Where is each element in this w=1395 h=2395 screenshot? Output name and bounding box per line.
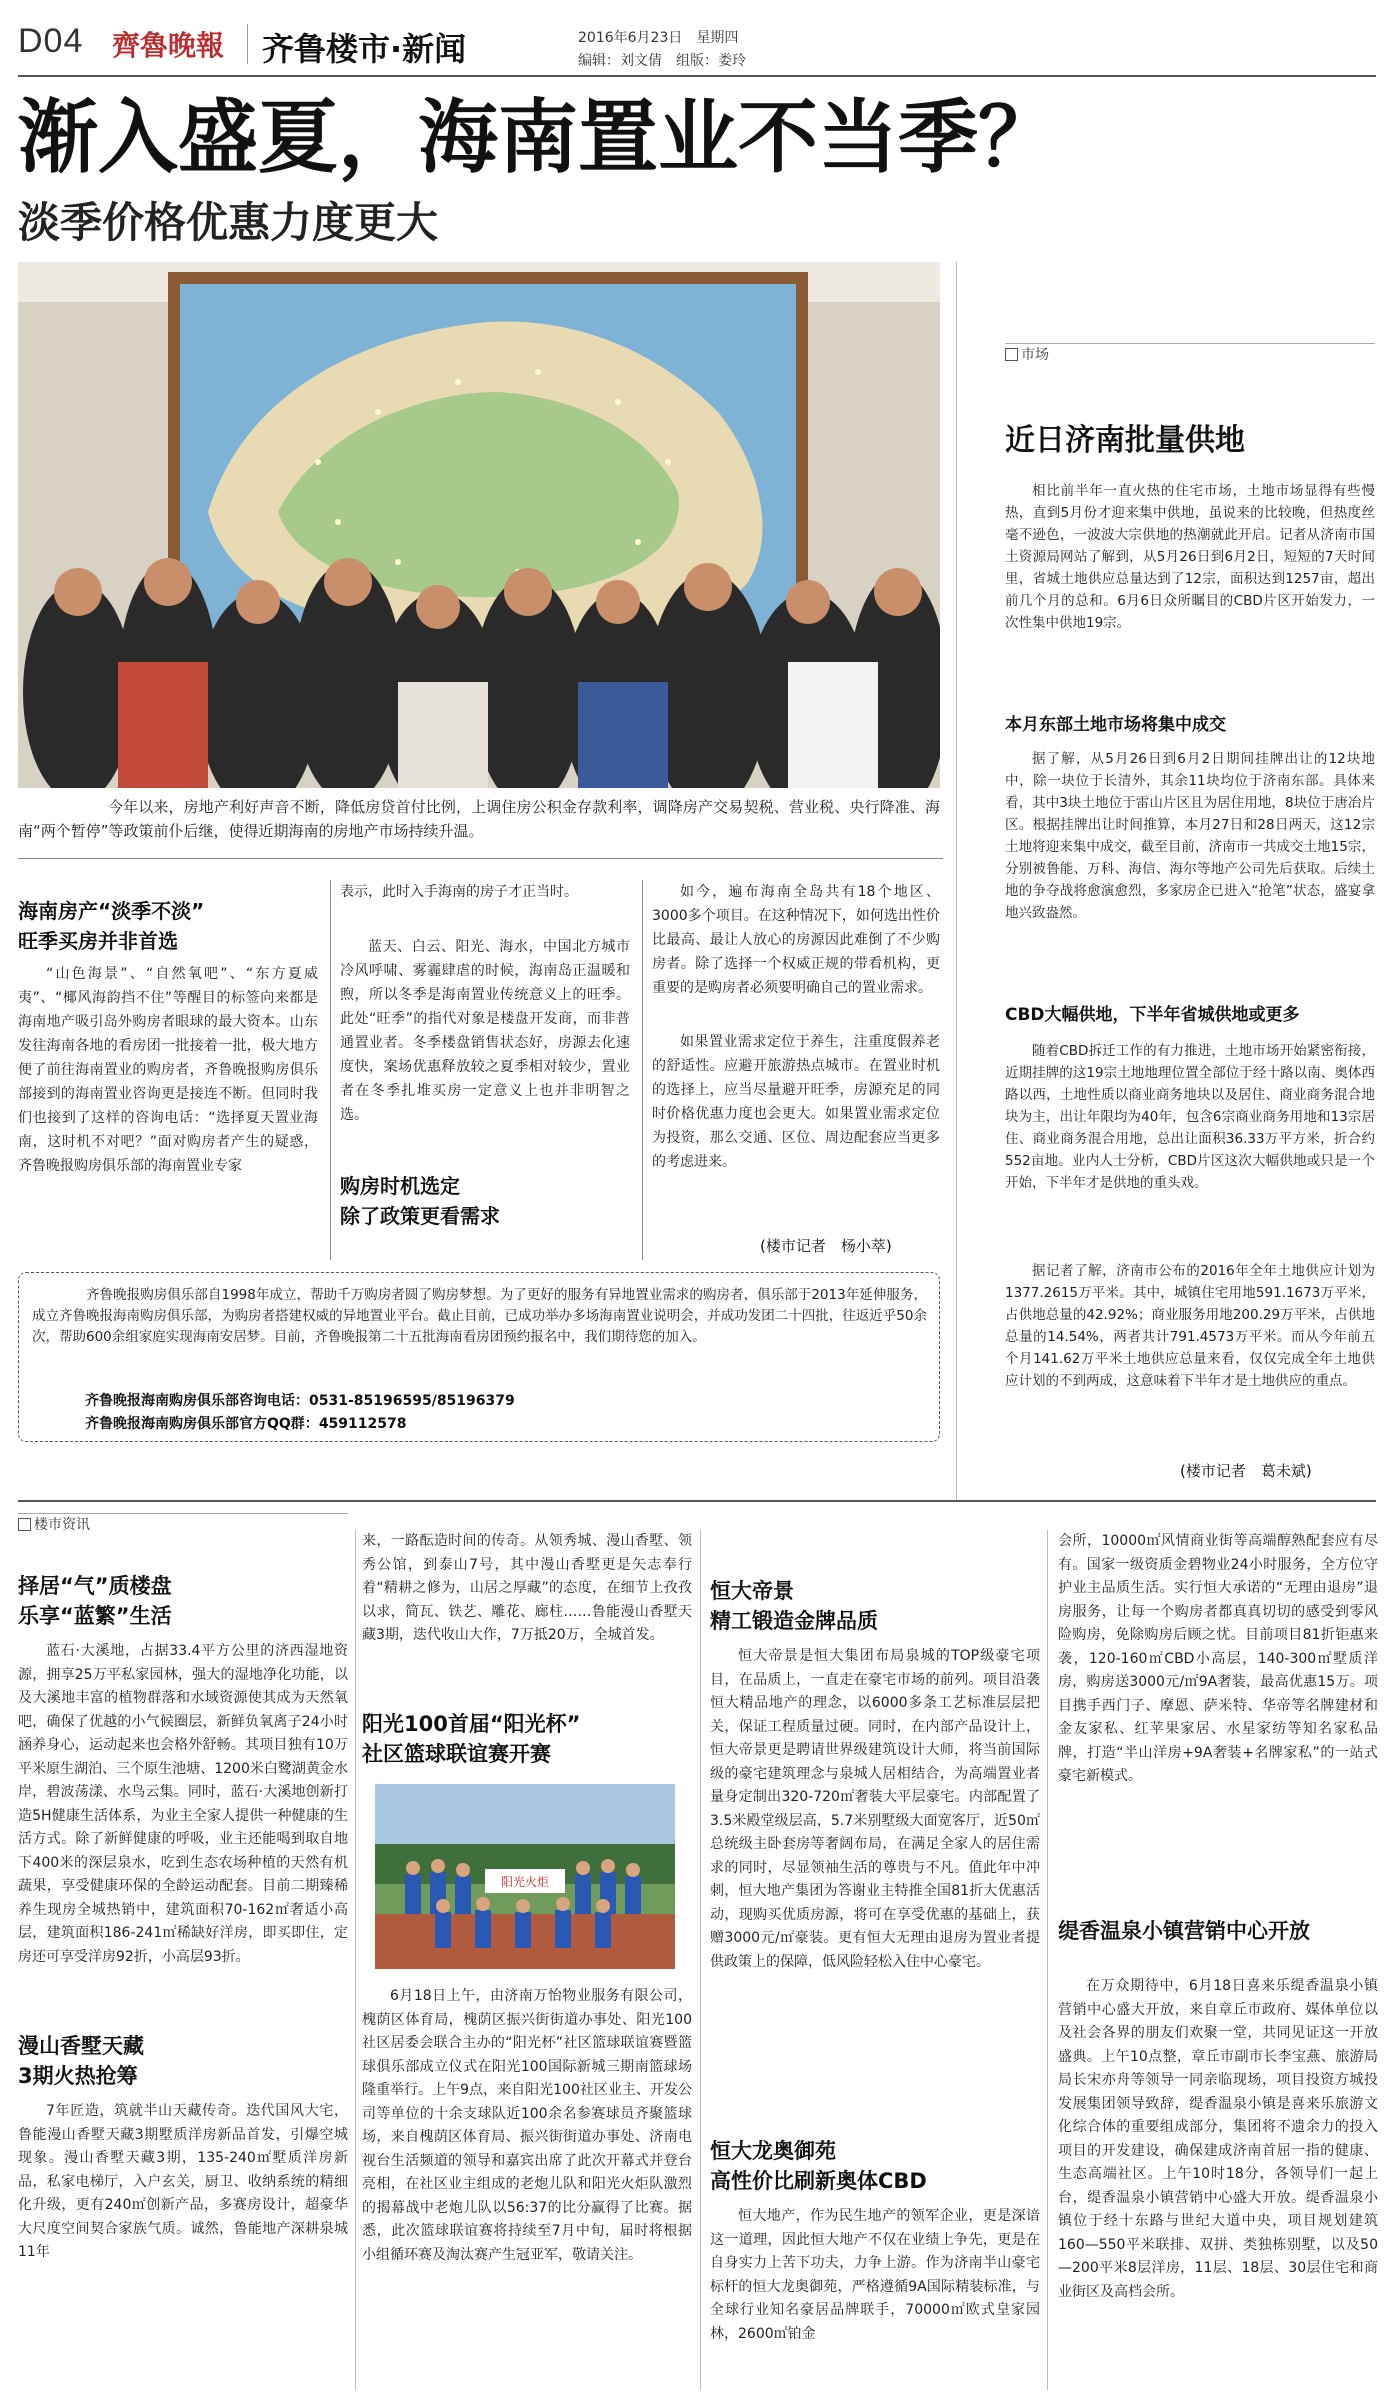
info-a2-title: 漫山香墅天藏 bbox=[18, 2034, 144, 2058]
info-a3-title2: 社区篮球联谊赛开赛 bbox=[362, 1742, 551, 1766]
club-qq-label: 齐鲁晚报海南购房俱乐部官方QQ群： bbox=[85, 1416, 319, 1432]
basketball-photo bbox=[375, 1784, 675, 1969]
info-a6-para: 在万众期待中，6月18日喜来乐缇香温泉小镇营销中心盛大开放，来自章丘市政府、媒体单位以及社会各界的朋友们欢聚一堂，共同见证这一开放盛典。上午10点整，章丘市副市长李宝燕、旅游局局长宋亦舟等领导一同亲临现场，项目投资方城投发展集团领导致辞，缇香温泉小镇是喜来乐旅游文化综合体的重要组成部分，集团将不遗余力的投入项目的开发建设，确保建成济南首屈一指的健康、生态高端社区。上午10时18分，各领导们一起上台，缇香温泉小镇营销中心盛大开放。缇香温泉小镇位于经十东路与世纪大道中央，项目规划建筑160—550平米联排、双拼、类独栋别墅，以及50—200平米8层洋房，11层、18层、30层住宅和商业街区及高档会所。 bbox=[1058, 1978, 1378, 2300]
info-a5-title: 恒大龙奥御苑 bbox=[710, 2139, 836, 2163]
hero-photo bbox=[18, 262, 940, 788]
info-a3-title: 阳光100首届“阳光杯” bbox=[362, 1712, 581, 1736]
info-a5-para: 恒大地产，作为民生地产的领军企业，更是深谙这一道理，因此恒大地产不仅在业绩上争先，更是在自身实力上苦下功夫，力争上游。作为济南半山豪宅标杆的恒大龙奥御苑，严格遵循9A国际精装标准，与全球行业知名豪居品牌联手，70000㎡欧式皇家园林，2600㎡铂金 bbox=[710, 2208, 1040, 2342]
market-title: 近日济南批量供地 bbox=[1005, 423, 1245, 458]
main-title: 渐入盛夏，海南置业不当季？ bbox=[18, 91, 1058, 184]
issue-date: 2016年6月23日 星期四 bbox=[578, 30, 739, 46]
article-heading-2: 购房时机选定 bbox=[340, 1174, 460, 1198]
info-a4-title: 恒大帝景 bbox=[710, 1579, 794, 1603]
info-a3-para: 6月18日上午，由济南万怡物业服务有限公司，槐荫区体育局，槐荫区振兴街街道办事处、阳光100社区居委会联合主办的“阳光杯”社区篮球联谊赛暨篮球俱乐部成立仪式在阳光100国际新城三期南篮球场隆重举行。上午9点，来自阳光100社区业主、开发公司等单位的十余支球队近100余名参赛球员齐聚篮球场，来自槐荫区体育局、振兴街街道办事处、济南电视台生活频道的领导和嘉宾出席了此次开幕式并登台亮相，在社区业主组成的老炮儿队和阳光火炬队激烈的揭幕战中老炮儿队以56:37的比分赢得了比赛。据悉，此次篮球联谊赛将持续至7月中旬，届时将根据小组循环赛及淘汰赛产生冠亚军，敬请关注。 bbox=[362, 1988, 692, 2263]
page-number: D04 bbox=[18, 22, 84, 60]
photo-caption: 今年以来，房地产利好声音不断，降低房贷首付比例，上调住房公积金存款利率，调降房产交易契税、营业税、央行降准、海南“两个暂停”等政策前仆后继，使得近期海南的房地产市场持续升温。 bbox=[18, 798, 940, 840]
market-tag: 市场 bbox=[1005, 343, 1375, 363]
club-qq: 459112578 bbox=[318, 1416, 407, 1432]
info-a6-title: 缇香温泉小镇营销中心开放 bbox=[1058, 1919, 1310, 1943]
market-para-3: 随着CBD拆迁工作的有力推进，土地市场开始紧密衔接，近期挂牌的这19宗土地地理位置全部位于经十路以南、奥体西路以西，土地性质以商业商务地块以及居住、商业商务混合地块为主，出让年限均为40年，包含6宗商业商务用地和13宗居住、商业商务混合用地，总出让面积36.33万平方米，折合约552亩地。业内人士分析，CBD片区这次大幅供地或只是一个开始，下半年才是供地的重头戏。 bbox=[1005, 1043, 1375, 1191]
info-a2-para: 7年匠造，筑就半山天藏传奇。迭代国风大宅，鲁能漫山香墅天藏3期墅质洋房新品首发，引爆空城现象。漫山香墅天藏3期，135-240㎡墅质洋房新品，私家电梯厅，入户玄关，厨卫、收纳系统的精细化升级，更有240㎡创新产品，多赛房设计，超豪华大尺度空间契合家族气质。诚然，鲁能地产深耕泉城11年 bbox=[18, 2103, 348, 2260]
editors: 编辑：刘文倩 组版：娄玲 bbox=[578, 53, 746, 69]
info-tag: 楼市资讯 bbox=[18, 1513, 348, 1533]
info-a1-title: 择居“气”质楼盘 bbox=[18, 1574, 172, 1598]
info-a2-title2: 3期火热抢筹 bbox=[18, 2064, 138, 2088]
club-tel-label: 齐鲁晚报海南购房俱乐部咨询电话： bbox=[85, 1393, 309, 1409]
article-heading-2b: 除了政策更看需求 bbox=[340, 1204, 500, 1228]
article-heading-1b: 旺季买房并非首选 bbox=[18, 929, 178, 953]
article-para-2: 表示，此时入手海南的房子才正当时。 bbox=[340, 884, 578, 900]
info-a4-title2: 精工锻造金牌品质 bbox=[710, 1609, 878, 1633]
market-para-1: 相比前半年一直火热的住宅市场，土地市场显得有些慢热，直到5月份才迎来集中供地，虽说来的比较晚，但热度丝毫不逊色，一波波大宗供地的热潮就此开启。记者从济南市国土资源局网站了解到，从5月26日到6月2日，短短的7天时间里，省城土地供应总量达到了12宗，面积达到1257亩，超出前几个月的总和。6月6日众所瞩目的CBD片区开始发力，一次性集中供地19宗。 bbox=[1005, 483, 1375, 631]
market-para-2: 据了解，从5月26日到6月2日期间挂牌出让的12块地中，除一块位于长清外，其余11块均位于济南东部。具体来看，其中3块土地位于雷山片区且为居住用地，8块位于唐冶片区。根据挂牌出让时间推算，本月27日和28日两天，这12宗土地将迎来集中成交，截至目前，济南市一共成交土地15宗，分别被鲁能、万科、海信、海尔等地产公司先后获取。后续土地的争夺战将愈演愈烈，多家房企已进入“抢笔”状态，盛宴拿地兴致盎然。 bbox=[1005, 751, 1375, 921]
market-heading-2: CBD大幅供地，下半年省城供地或更多 bbox=[1005, 1005, 1300, 1025]
info-a1-title2: 乐享“蓝繁”生活 bbox=[18, 1604, 172, 1628]
team-banner: 阳光火炬 bbox=[500, 1875, 550, 1889]
article-heading-1: 海南房产“淡季不淡” bbox=[18, 899, 205, 923]
section-title: 齐鲁楼市·新闻 bbox=[262, 30, 467, 68]
club-text: 齐鲁晚报购房俱乐部自1998年成立，帮助千万购房者圆了购房梦想。为了更好的服务有异地置业需求的购房者，俱乐部于2013年延伸服务，成立齐鲁晚报海南购房俱乐部，为购房者搭建权威的异地置业平台。截止目前，已成功举办多场海南置业说明会，并成功发团二十四批，往返近乎50余次，帮助600余组家庭实现海南安居梦。目前，齐鲁晚报第二十五批海南看房团预约报名中，我们期待您的加入。 bbox=[32, 1287, 927, 1345]
article-para-4: 如今，遍布海南全岛共有18个地区、3000多个项目。在这种情况下，如何选出性价比最高、最让人放心的房源因此难倒了不少购房者。除了选择一个权威正规的带看机构，更重要的是购房者必须要明确自己的置业需求。 bbox=[652, 884, 940, 996]
article-para-5: 如果置业需求定位于养生，注重度假养老的舒适性。应避开旅游热点城市。在置业时机的选择上，应当尽量避开旺季，房源充足的同时价格优惠力度也会更大。如果置业需求定位为投资，那么交通、区位、周边配套应当更多的考虑进来。 bbox=[652, 1034, 940, 1170]
info-a4-para: 恒大帝景是恒大集团布局泉城的TOP级豪宅项目，在品质上，一直走在豪宅市场的前列。项目沿袭恒大精品地产的理念，以6000多条工艺标准层层把关，保证工程质量过硬。同时，在内部产品设计上，恒大帝景更是聘请世界级建筑设计大师，将当前国际级的豪宅建筑理念与泉城人居相结合，为高端置业者量身定制出320-720㎡奢装大平层豪宅。内部配置了3.5米殿堂级层高，5.7米别墅级大面宽客厅，近50㎡总统级主卧套房等奢阔布局，在满足全家人的居住需求的同时，尽显领袖生活的尊贵与不凡。值此年中冲刺，恒大地产集团为答谢业主特推全国81折大优惠活动，现购买优质房源，将可在享受优惠的基础上，获赠3000元/㎡豪装。更有恒大无理由退房为置业者提供政策上的保障，低风险轻松入住中心豪宅。 bbox=[710, 1648, 1040, 1970]
market-byline: (楼市记者 葛未斌) bbox=[1180, 1462, 1312, 1480]
market-para-4: 据记者了解，济南市公布的2016年全年土地供应计划为1377.2615万平米。其中，城镇住宅用地591.1673万平米，占供地总量的42.92%；商业服务用地200.29万平米，占供地总量的14.54%，两者共计791.4573万平米。而从今年前五个月141.62万平米土地供应总量来看，仅仅完成全年土地供应计划的不到两成，这意味着下半年才是土地供应的重点。 bbox=[1005, 1263, 1375, 1389]
main-subtitle: 淡季价格优惠力度更大 bbox=[18, 198, 439, 247]
market-heading-1: 本月东部土地市场将集中成交 bbox=[1005, 715, 1226, 735]
masthead-logo: 齊魯晚報 bbox=[112, 29, 225, 62]
article-byline: (楼市记者 杨小萃) bbox=[760, 1237, 892, 1255]
info-a5-para-cont: 会所，10000㎡风情商业街等高端醇熟配套应有尽有。国家一级资质金碧物业24小时服务，全方位守护业主品质生活。实行恒大承诺的“无理由退房”退房服务，让每一个购房者都真真切切的感受到零风险购房，免除购房后顾之忧。目前项目81折钜惠来袭，120-160㎡CBD小高层，140-300㎡墅质洋房，购房送3000元/㎡9A奢装，最高优惠15万。项目携手西门子、摩恩、萨米特、华帝等名牌建材和金友家私、红苹果家居、水星家纺等知名家私品牌，打造“半山洋房+9A奢装+名牌家私”的一站式豪宅新模式。 bbox=[1058, 1533, 1378, 1784]
info-a2-para-cont: 来，一路酝造时间的传奇。从领秀城、漫山香墅、领秀公馆，到泰山7号，其中漫山香墅更是矢志奉行着“精耕之修为，山居之厚藏”的态度，在细节上孜孜以求，简瓦、铁艺、雕花、廊柱……鲁能漫山香墅天藏3期，迭代收山大作，7万抵20万，全城首发。 bbox=[362, 1533, 692, 1643]
info-a5-title2: 高性价比刷新奥体CBD bbox=[710, 2169, 927, 2193]
club-tel: 0531-85196595/85196379 bbox=[309, 1393, 515, 1409]
article-para-1: “山色海景”、“自然氧吧”、“东方夏威夷”、“椰风海韵挡不住”等醒目的标签向来都是海南地产吸引岛外购房者眼球的最大资本。山东发往海南各地的看房团一批接着一批，极大地方便了前往海南置业的购房者，齐鲁晚报购房俱乐部接到的海南置业咨询更是接连不断。但同时我们也接到了这样的咨询电话：“选择夏天置业海南，这时机不对吧？”面对购房者产生的疑惑，齐鲁晚报购房俱乐部的海南置业专家 bbox=[18, 966, 318, 1174]
article-para-3: 蓝天、白云、阳光、海水，中国北方城市冷风呼啸、雾霾肆虐的时候，海南岛正温暖和煦，所以冬季是海南置业传统意义上的旺季。此处“旺季”的指代对象是楼盘开发商，而非普通置业者。冬季楼盘销售状态好，房源去化速度快，案场优惠释放较之夏季相对较少，置业者在冬季扎堆买房一定意义上也并非明智之选。 bbox=[340, 939, 630, 1123]
info-a1-para: 蓝石·大溪地，占据33.4平方公里的济西湿地资源，拥享25万平私家园林，强大的湿地净化功能，以及大溪地丰富的植物群落和水域资源使其成为天然氧吧，确保了优越的小气候圈层，新鲜负氧离子24小时涵养身心，运动起来也会格外舒畅。其项目独有10万平米原生湖泊、三个原生池塘、1200米白鹭湖黄金水岸，碧波荡漾、水鸟云集。同时，蓝石·大溪地创新打造5H健康生活体系，为业主全家人提供一种健康的生活方式。除了新鲜健康的呼吸，业主还能喝到取自地下400米的深层泉水，吃到生态农场种植的天然有机蔬果，享受健康环保的全龄运动配套。目前二期臻稀养生现房全城热销中，建筑面积70-162㎡奢适小高层，建筑面积186-241㎡稀缺好洋房，即买即住，定房还可享受洋房92折，小高层93折。 bbox=[18, 1643, 348, 1965]
